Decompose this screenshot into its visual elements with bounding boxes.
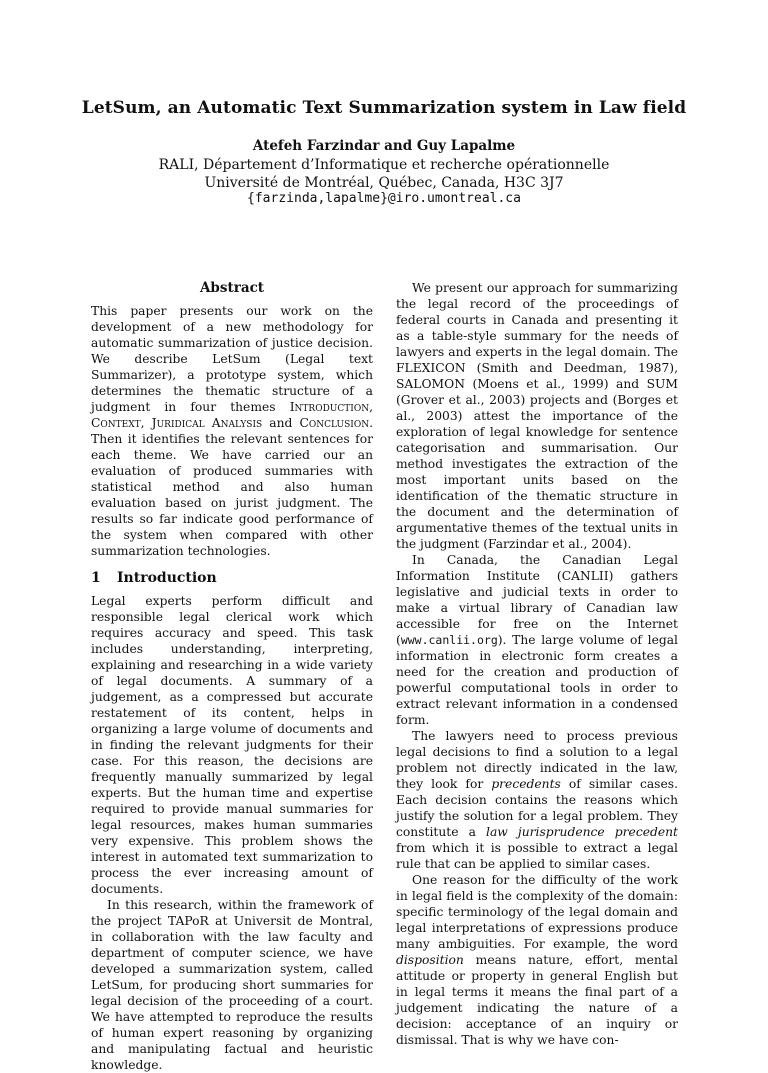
p4-text-after: means nature, effort, mental attitude or property in general English but in legal terms it means the final part of a judgement indicating the nature of a decision: acceptance of an inquiry or dismissal. That is why we have con- <box>396 953 678 1047</box>
right-column <box>396 280 678 1048</box>
section-number: 1 <box>91 570 101 586</box>
p4-text-before: One reason for the difficulty of the work in legal field is the complexity of the domain: specific terminology of the legal domain and legal interpretations of expressions produce many ambiguities. For example, the word <box>396 873 678 951</box>
section-heading-introduction <box>91 570 373 587</box>
p3-text-before: The lawyers need to process previous legal decisions to find a solution to a legal problem not directly indicated in the law, they look for <box>396 729 678 791</box>
term-precedents: precedents <box>491 777 561 791</box>
term-law-jurisprudence-precedent: law jurisprudence precedent <box>486 825 678 839</box>
abstract-sep1: , <box>369 400 373 414</box>
intro-paragraph-2: In this research, within the framework of the project TAPoR at Universit de Montral, in collaboration with the law faculty and department of computer science, we have developed a summarization system, called LetSum, for producing short summaries for legal decision of the proceeding of a court. We have attempted to reproduce the results of human expert reasoning by organizing and manipulating factual and heuristic knowledge. <box>91 898 373 1072</box>
right-paragraph-4 <box>396 872 678 1048</box>
term-disposition: disposition <box>396 953 464 967</box>
affiliation-line-2: Université de Montréal, Québec, Canada, H3C 3J7 <box>204 175 564 191</box>
right-paragraph-3 <box>396 728 678 872</box>
section-title: Introduction <box>117 570 217 586</box>
theme-context: Context <box>91 416 141 430</box>
p2-text-before: In Canada, the Canadian Legal Information Institute (CANLII) gathers legislative and judicial texts in order to make a virtual library of Canadian law accessible for free on the Internet ( <box>396 553 678 647</box>
theme-introduction: Introduction <box>289 400 370 414</box>
p2-text-after: ). The large volume of legal information in electronic form creates a need for the creation and production of powerful computational tools in order to extract relevant information in a condensed form. <box>396 633 678 727</box>
abstract-text-part2: . Then it identifies the relevant sentences for each theme. We have carried our an evaluation of produced summaries with statistical method and also human evaluation based on jurist judgment. The results so far indicate good performance of the system when compared with other summarization technologies. <box>91 416 373 558</box>
p3-text-mid: of similar cases. Each decision contains the reasons which justify the solution for a legal problem. They constitute a <box>396 777 678 839</box>
abstract-text-part1: This paper presents our work on the development of a new methodology for automatic summarization of justice decision. We describe LetSum (Legal text Summarizer), a prototype system, which determines the thematic structure of a judgment in four themes <box>91 304 373 414</box>
abstract-sep2: , <box>140 416 152 430</box>
p3-text-after: from which it is possible to extract a legal rule that can be applied to similar cases. <box>396 841 678 871</box>
canlii-url: www.canlii.org <box>400 633 498 647</box>
affiliation-line-1: RALI, Département d’Informatique et recherche opérationnelle <box>158 157 610 173</box>
abstract-sep3: and <box>262 416 300 430</box>
paper-title: LetSum, an Automatic Text Summarization system in Law field <box>81 98 687 118</box>
abstract-text <box>91 303 373 559</box>
intro-paragraph-1: Legal experts perform difficult and responsible legal clerical work which requires accuracy and speed. This task includes understanding, interpreting, explaining and researching in a wide variety of legal documents. A summary of a judgement, as a compressed but accurate restatement of its content, helps in organizing a large volume of documents and in finding the relevant judgments for their case. For this reason, the decisions are frequently manually summarized by legal experts. But the human time and expertise required to provide manual summaries for legal resources, makes human summaries very expensive. This problem shows the interest in automated text summarization to process the ever increasing amount of documents. <box>91 594 373 896</box>
author-names: Atefeh Farzindar and Guy Lapalme <box>252 138 516 154</box>
right-paragraph-2 <box>396 552 678 728</box>
author-email: {farzinda,lapalme}@iro.umontreal.ca <box>247 191 521 206</box>
abstract-heading: Abstract <box>199 280 265 296</box>
right-paragraph-1: We present our approach for summarizing the legal record of the proceedings of federal courts in Canada and presenting it as a table-style summary for the needs of lawyers and experts in the legal domain. The FLEXICON (Smith and Deedman, 1987), SALOMON (Moens et al., 1999) and SUM (Grover et al., 2003) projects and (Borges et al., 2003) attest the importance of the exploration of legal knowledge for sentence categorisation and summarisation. Our method investigates the extraction of the most important units based on the identification of the thematic structure in the document and the determination of argumentative themes of the textual units in the judgment (Farzindar et al., 2004). <box>396 281 678 551</box>
theme-conclusion: Conclusion <box>299 416 370 430</box>
left-column <box>91 280 373 1073</box>
theme-juridical-analysis: Juridical Analysis <box>151 416 263 430</box>
